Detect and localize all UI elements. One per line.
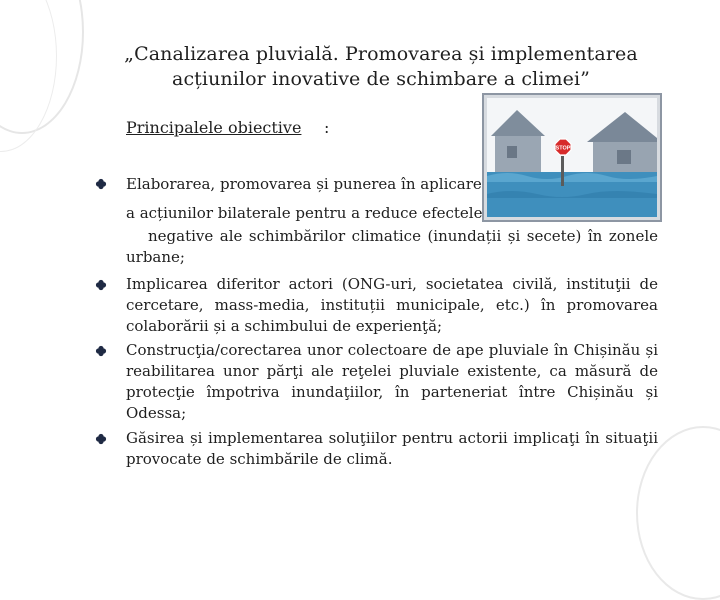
diamond-bullet-icon bbox=[95, 345, 107, 357]
slide-title: „Canalizarea pluvială. Promovarea și implementarea acțiunilor inovative de schimbare a climei” bbox=[124, 43, 638, 90]
diamond-bullet-icon bbox=[95, 279, 107, 291]
bullet-1-line-2: a acțiunilor bilaterale pentru a reduce efectele bbox=[126, 204, 483, 222]
diamond-bullet-icon bbox=[95, 433, 107, 445]
section-heading: Principalele obiective bbox=[126, 118, 302, 137]
stop-sign-text: STOP bbox=[555, 145, 571, 152]
diamond-bullet-icon bbox=[95, 178, 107, 190]
section-heading-colon: : bbox=[324, 118, 330, 137]
bullet-3-text: Construcţia/corectarea unor colectoare de ape pluviale în Chișinău și reabilitarea unor părţi ale reţelei pluviale existente, ca măsură de protecţie împotriva inundaţiilor, în parteneriat între Chișinău și Odessa; bbox=[126, 341, 658, 422]
corner-decoration bbox=[0, 0, 57, 152]
bullet-1-line-1: Elaborarea, promovarea și punerea în aplicare bbox=[126, 175, 482, 193]
bullet-2-text: Implicarea diferitor actori (ONG-uri, societatea civilă, instituţii de cercetare, mass-media, instituții municipale, etc.) în promovarea colaborării și a schimbului de experienţă; bbox=[126, 275, 658, 335]
bullet-4-text: Găsirea și implementarea soluţiilor pentru actorii implicaţi în situaţii provocate de schimbările de climă. bbox=[126, 429, 658, 468]
bullet-1-rest: negative ale schimbărilor climatice (inundații și secete) în zonele urbane; bbox=[126, 227, 658, 266]
flood-photo bbox=[484, 95, 660, 220]
